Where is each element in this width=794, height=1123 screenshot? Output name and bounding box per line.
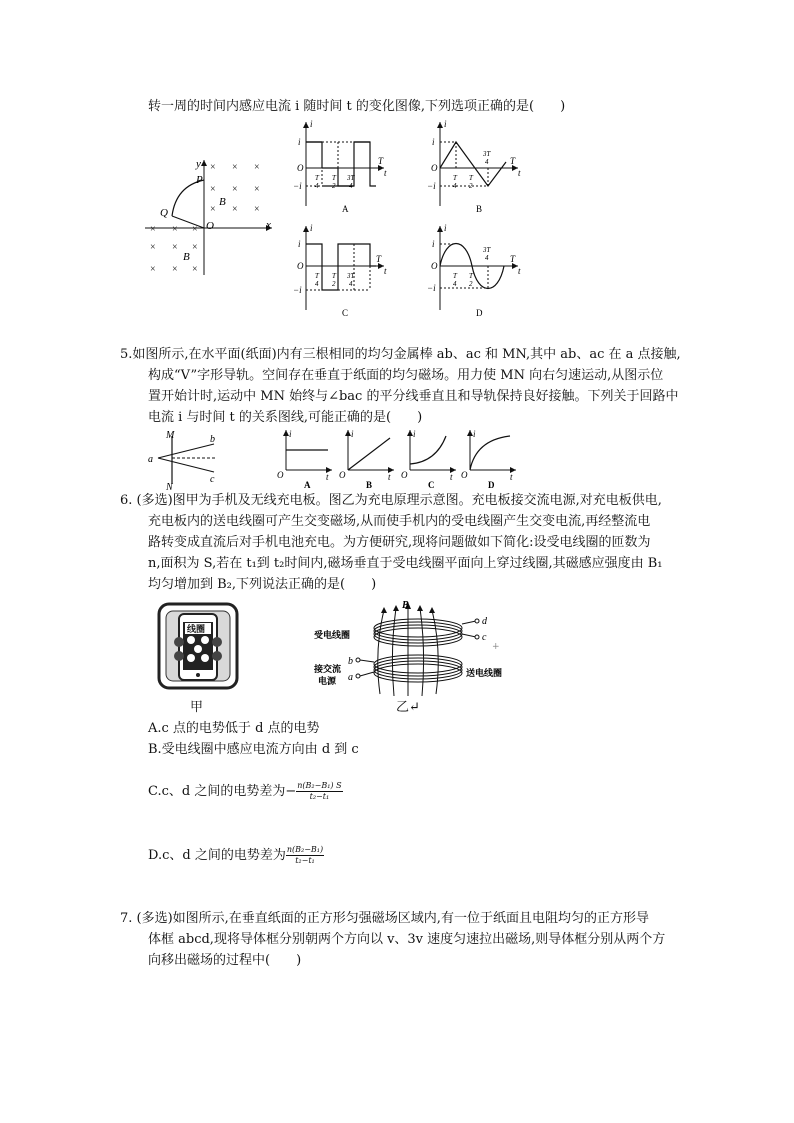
svg-text:×: × xyxy=(232,204,238,215)
svg-text:4: 4 xyxy=(485,254,489,262)
svg-text:2: 2 xyxy=(332,182,336,190)
svg-text:3T: 3T xyxy=(347,272,355,280)
q4-y-arrow xyxy=(201,160,207,166)
svg-text:4: 4 xyxy=(349,182,353,190)
svg-text:t: t xyxy=(518,168,521,178)
svg-text:T: T xyxy=(453,272,457,280)
q5-graph-C xyxy=(400,428,462,490)
q6-line-5: 均匀增加到 B₂,下列说法正确的是( ) xyxy=(148,577,377,592)
svg-text:4: 4 xyxy=(315,182,319,190)
q6-line-3: 路转变成直流后对手机电池充电。为方便研究,现将问题做如下简化:设受电线圈的匝数为 xyxy=(148,535,651,550)
svg-text:T: T xyxy=(315,174,319,182)
svg-text:T: T xyxy=(510,156,516,166)
q6-recv-coil-label: 受电线圈 xyxy=(314,630,351,640)
q6-option-C-text: C.c、d 之间的电势差为− xyxy=(148,784,297,799)
q7-line-3: 向移出磁场的过程中( ) xyxy=(148,953,302,968)
q4-graph-B xyxy=(426,118,526,216)
svg-text:T: T xyxy=(332,272,336,280)
svg-text:O: O xyxy=(277,470,284,480)
q4-graph-C xyxy=(292,222,392,320)
svg-text:i: i xyxy=(432,239,435,249)
q6-line-1: 6. (多选)图甲为手机及无线充电板。图乙为充电原理示意图。充电板接交流电源,对充电板供电, xyxy=(120,493,662,508)
svg-text:C: C xyxy=(428,480,435,490)
svg-text:×: × xyxy=(192,242,198,253)
q5-graph-A xyxy=(276,428,338,490)
svg-text:×: × xyxy=(254,184,260,195)
q4-Q-label: Q xyxy=(160,207,168,219)
svg-text:a: a xyxy=(148,454,153,465)
svg-text:×: × xyxy=(192,264,198,275)
q6-send-coil-label: 送电线圈 xyxy=(466,668,502,678)
svg-text:×: × xyxy=(172,242,178,253)
svg-text:×: × xyxy=(150,224,156,235)
svg-text:B: B xyxy=(366,480,373,490)
svg-text:T: T xyxy=(315,272,319,280)
svg-text:3T: 3T xyxy=(483,246,491,254)
svg-text:4: 4 xyxy=(315,280,319,288)
q6-option-C xyxy=(148,781,343,802)
q6-stray-mark: + xyxy=(492,642,500,652)
svg-text:T: T xyxy=(469,174,473,182)
graph-label-B: B xyxy=(476,204,483,214)
svg-text:−i: −i xyxy=(293,285,302,295)
graph-label-A: A xyxy=(342,204,349,214)
q6-caption-jia: 甲 xyxy=(190,700,204,715)
q4-O-label: O xyxy=(206,220,214,232)
svg-text:×: × xyxy=(192,224,198,235)
q6-line-4: n,面积为 S,若在 t₁到 t₂时间内,磁场垂直于受电线圈平面向上穿过线圈,其磁感应强度由 B₁ xyxy=(148,556,663,571)
q6-caption-yi: 乙↵ xyxy=(396,700,420,715)
q4-P-label: P xyxy=(196,174,203,186)
q5-graph-B xyxy=(338,428,400,490)
q4-graph-D xyxy=(426,222,526,320)
graph-label-C: C xyxy=(342,308,349,318)
svg-text:−i: −i xyxy=(427,283,436,293)
svg-text:O: O xyxy=(297,261,304,271)
svg-text:i: i xyxy=(289,429,292,439)
svg-text:2: 2 xyxy=(469,182,473,190)
q6-ac-source-label-2: 电源 xyxy=(318,676,337,686)
q6-option-D-text: D.c、d 之间的电势差为 xyxy=(148,848,286,863)
q5-line-1: 5.如图所示,在水平面(纸面)内有三根相同的均匀金属棒 ab、ac 和 MN,其中 ab、ac 在 a 点接触, xyxy=(120,347,681,362)
svg-text:i: i xyxy=(432,137,435,147)
svg-text:t: t xyxy=(388,472,391,482)
q6-ac-source-label-1: 接交流 xyxy=(314,664,342,674)
svg-text:i: i xyxy=(413,429,416,439)
svg-text:×: × xyxy=(210,162,216,173)
svg-text:t: t xyxy=(384,168,387,178)
svg-text:T: T xyxy=(453,174,457,182)
q4-x-label: x xyxy=(266,219,271,231)
svg-text:×: × xyxy=(172,224,178,235)
svg-text:c: c xyxy=(482,632,487,643)
q4-field-figure xyxy=(140,150,280,280)
svg-text:4: 4 xyxy=(453,182,457,190)
q6-option-B: B.受电线圈中感应电流方向由 d 到 c xyxy=(148,742,359,757)
svg-text:i: i xyxy=(310,119,313,129)
svg-text:4: 4 xyxy=(453,280,457,288)
svg-text:t: t xyxy=(518,266,521,276)
svg-text:T: T xyxy=(376,254,382,264)
svg-text:i: i xyxy=(298,137,301,147)
q6-option-A: A.c 点的电势低于 d 点的电势 xyxy=(148,721,320,736)
q7-line-2: 体框 abcd,现将导体框分别朝两个方向以 v、3v 速度匀速拉出磁场,则导体框分别从两个方 xyxy=(148,932,666,947)
svg-text:4: 4 xyxy=(349,280,353,288)
svg-text:i: i xyxy=(310,223,313,233)
q4-B1-label: B xyxy=(219,196,226,208)
svg-text:O: O xyxy=(431,163,438,173)
q4-y-label: y xyxy=(196,158,201,170)
graph-label-D: D xyxy=(476,308,483,318)
svg-text:A: A xyxy=(304,480,311,490)
svg-text:O: O xyxy=(401,470,408,480)
svg-text:4: 4 xyxy=(485,158,489,166)
svg-text:t: t xyxy=(450,472,453,482)
svg-text:×: × xyxy=(254,162,260,173)
q6-fig-jia-phone-pad xyxy=(157,602,239,690)
svg-text:×: × xyxy=(210,204,216,215)
svg-text:N: N xyxy=(166,482,173,490)
svg-text:t: t xyxy=(384,266,387,276)
svg-text:d: d xyxy=(482,616,487,627)
svg-text:T: T xyxy=(332,174,336,182)
q7-line-1: 7. (多选)如图所示,在垂直纸面的正方形匀强磁场区域内,有一位于纸面且电阻均匀的正方形导 xyxy=(120,911,649,926)
svg-text:×: × xyxy=(150,242,156,253)
svg-text:O: O xyxy=(297,163,304,173)
q4-B2-label: B xyxy=(183,251,190,263)
svg-text:×: × xyxy=(172,264,178,275)
svg-text:2: 2 xyxy=(332,280,336,288)
q5-line-3: 置开始计时,运动中 MN 始终与∠bac 的平分线垂直且和导轨保持良好接触。下列关于回路中 xyxy=(148,389,679,404)
svg-text:b: b xyxy=(210,434,215,445)
q4-question-tail: 转一周的时间内感应电流 i 随时间 t 的变化图像,下列选项正确的是( ) xyxy=(148,99,566,114)
q6-option-C-fraction: $\frac{\text{n(B₂−B₁) S}}{\text{t₂−t₁}}$ xyxy=(297,781,342,801)
svg-text:×: × xyxy=(210,184,216,195)
svg-text:M: M xyxy=(166,430,175,441)
q6-option-D xyxy=(148,845,324,866)
svg-text:3T: 3T xyxy=(483,150,491,158)
svg-text:B: B xyxy=(402,600,409,611)
svg-text:b: b xyxy=(348,656,353,667)
svg-text:T: T xyxy=(469,272,473,280)
svg-text:t: t xyxy=(326,472,329,482)
q6-fig-jia-coil-label: 线圈 xyxy=(187,624,206,634)
svg-text:i: i xyxy=(444,119,447,129)
svg-text:i: i xyxy=(351,429,354,439)
q6-fig-yi-coils xyxy=(312,596,502,706)
svg-text:×: × xyxy=(254,204,260,215)
q5-line-4: 电流 i 与时间 t 的关系图线,可能正确的是( ) xyxy=(148,410,423,425)
q6-option-D-fraction: $\frac{\text{n(B₂−B₁)}}{\text{t₂−t₁}}$ xyxy=(286,845,324,865)
svg-text:i: i xyxy=(298,239,301,249)
svg-text:×: × xyxy=(232,162,238,173)
svg-text:t: t xyxy=(510,472,513,482)
q6-line-2: 充电板内的送电线圈可产生交变磁场,从而使手机内的受电线圈产生交变电流,再经整流电 xyxy=(148,514,651,529)
svg-text:O: O xyxy=(431,261,438,271)
svg-text:i: i xyxy=(473,429,476,439)
svg-text:O: O xyxy=(461,470,468,480)
svg-text:i: i xyxy=(444,223,447,233)
svg-text:×: × xyxy=(232,184,238,195)
svg-text:a: a xyxy=(348,672,353,683)
svg-text:T: T xyxy=(378,156,384,166)
svg-text:−i: −i xyxy=(427,181,436,191)
q5-rail-figure xyxy=(144,428,226,490)
q5-graph-D xyxy=(460,428,522,490)
svg-text:T: T xyxy=(510,254,516,264)
svg-text:c: c xyxy=(210,474,215,485)
svg-text:−i: −i xyxy=(293,181,302,191)
svg-text:3T: 3T xyxy=(347,174,355,182)
q4-graph-A xyxy=(292,118,392,216)
svg-text:×: × xyxy=(150,264,156,275)
svg-text:O: O xyxy=(339,470,346,480)
q5-line-2: 构成“V”字形导轨。空间存在垂直于纸面的均匀磁场。用力使 MN 向右匀速运动,从图示位 xyxy=(148,368,664,383)
svg-text:D: D xyxy=(488,480,495,490)
svg-text:2: 2 xyxy=(469,280,473,288)
